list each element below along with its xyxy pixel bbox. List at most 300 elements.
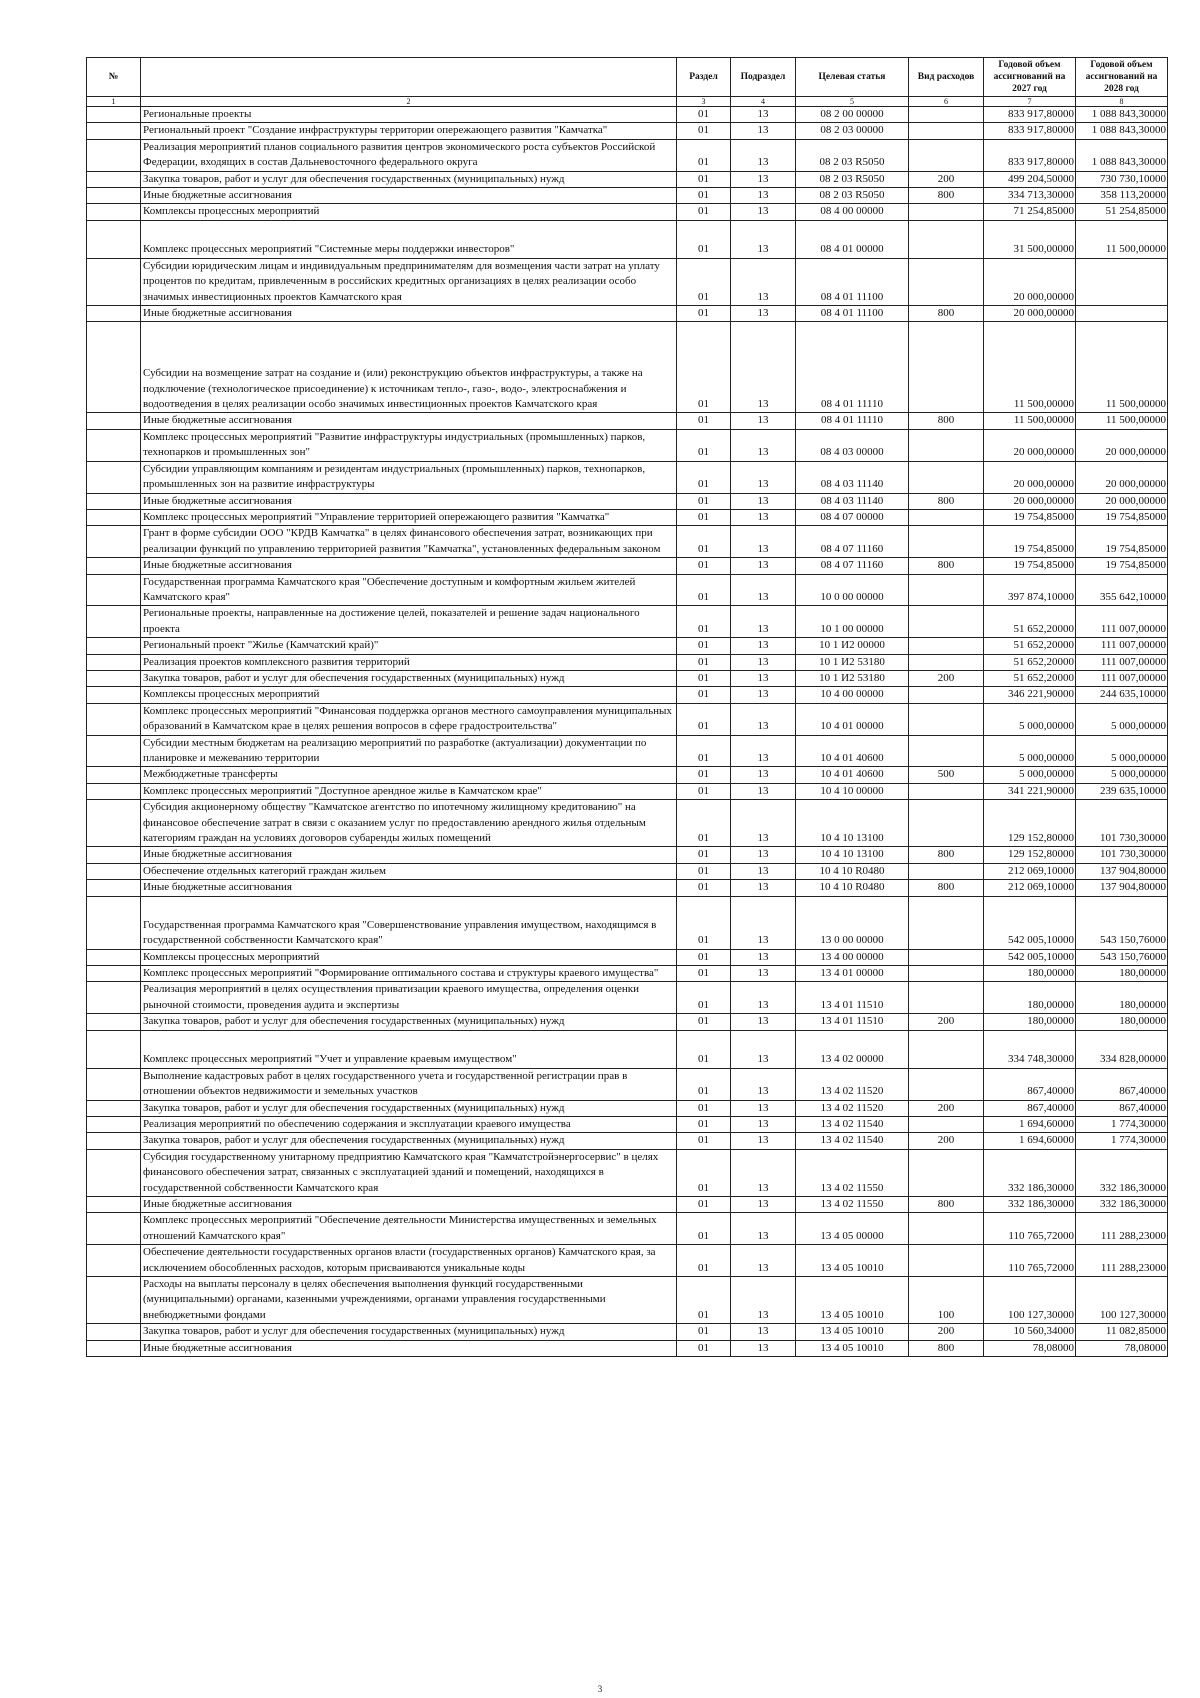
row-number-cell	[87, 574, 141, 606]
page-number: 3	[597, 1684, 603, 1694]
header-name	[141, 58, 677, 97]
allocation-2028-cell: 180,00000	[1076, 966, 1168, 982]
allocation-2028-cell: 20 000,00000	[1076, 493, 1168, 509]
allocation-2028-cell: 1 774,30000	[1076, 1133, 1168, 1149]
subsection-cell: 13	[731, 654, 796, 670]
table-row	[87, 847, 1168, 863]
subsection-cell: 13	[731, 767, 796, 783]
allocation-2028-cell: 101 730,30000	[1076, 800, 1168, 847]
row-name-cell: Обеспечение деятельности государственных органов власти (государственных органов) Камчатского края, за исключением обособленных расходов, которым присваиваются уникальные коды	[141, 1245, 677, 1277]
target-article-cell: 10 1 И2 00000	[796, 638, 909, 654]
subsection-cell: 13	[731, 558, 796, 574]
row-number-cell	[87, 982, 141, 1014]
expense-type-cell	[909, 703, 984, 735]
table-row	[87, 107, 1168, 123]
allocation-2028-cell: 137 904,80000	[1076, 863, 1168, 879]
subsection-cell: 13	[731, 1116, 796, 1132]
row-name-cell: Иные бюджетные ассигнования	[141, 306, 677, 322]
subsection-cell: 13	[731, 574, 796, 606]
row-name-cell: Государственная программа Камчатского края "Совершенствование управления имуществом, находящимся в государственной собственности Камчатского края"	[141, 896, 677, 949]
section-cell: 01	[677, 461, 731, 493]
target-article-cell: 13 4 02 00000	[796, 1030, 909, 1068]
header-allocation-2028: Годовой объем ассигнований на 2028 год	[1076, 58, 1168, 97]
row-name-cell: Закупка товаров, работ и услуг для обеспечения государственных (муниципальных) нужд	[141, 1100, 677, 1116]
row-name-cell: Региональный проект "Создание инфраструктуры территории опережающего развития "Камчатка"	[141, 123, 677, 139]
row-name-cell: Комплекс процессных мероприятий "Обеспечение деятельности Министерства имущественных и земельных отношений Камчатского края"	[141, 1213, 677, 1245]
row-number-cell	[87, 1196, 141, 1212]
row-name-cell: Иные бюджетные ассигнования	[141, 558, 677, 574]
row-name-cell: Реализация мероприятий по обеспечению содержания и эксплуатации краевого имущества	[141, 1116, 677, 1132]
table-row	[87, 735, 1168, 767]
row-number-cell	[87, 139, 141, 171]
allocation-2027-cell: 542 005,10000	[984, 896, 1076, 949]
expense-type-cell	[909, 896, 984, 949]
target-article-cell: 13 4 05 10010	[796, 1276, 909, 1323]
target-article-cell: 13 4 02 11520	[796, 1068, 909, 1100]
subsection-cell: 13	[731, 703, 796, 735]
table-row	[87, 1276, 1168, 1323]
target-article-cell: 08 2 00 00000	[796, 107, 909, 123]
row-name-cell: Обеспечение отдельных категорий граждан жильем	[141, 863, 677, 879]
allocation-2027-cell: 19 754,85000	[984, 509, 1076, 525]
row-number-cell	[87, 896, 141, 949]
row-number-cell	[87, 171, 141, 187]
subsection-cell: 13	[731, 847, 796, 863]
allocation-2027-cell: 51 652,20000	[984, 606, 1076, 638]
subsection-cell: 13	[731, 306, 796, 322]
allocation-2027-cell: 51 652,20000	[984, 654, 1076, 670]
section-cell: 01	[677, 654, 731, 670]
expense-type-cell	[909, 863, 984, 879]
subsection-cell: 13	[731, 1068, 796, 1100]
allocation-2027-cell: 51 652,20000	[984, 670, 1076, 686]
allocation-2027-cell: 397 874,10000	[984, 574, 1076, 606]
target-article-cell: 13 4 05 10010	[796, 1340, 909, 1356]
allocation-2027-cell: 341 221,90000	[984, 783, 1076, 799]
allocation-2027-cell: 20 000,00000	[984, 493, 1076, 509]
table-row	[87, 509, 1168, 525]
section-cell: 01	[677, 1276, 731, 1323]
target-article-cell: 13 4 02 11540	[796, 1116, 909, 1132]
expense-type-cell	[909, 322, 984, 413]
subsection-cell: 13	[731, 204, 796, 220]
row-number-cell	[87, 1014, 141, 1030]
target-article-cell: 13 4 02 11550	[796, 1149, 909, 1196]
allocation-2028-cell: 180,00000	[1076, 982, 1168, 1014]
subsection-cell: 13	[731, 139, 796, 171]
allocation-2027-cell: 71 254,85000	[984, 204, 1076, 220]
section-cell: 01	[677, 413, 731, 429]
expense-type-cell: 200	[909, 1324, 984, 1340]
subsection-cell: 13	[731, 783, 796, 799]
table-row	[87, 204, 1168, 220]
section-cell: 01	[677, 1030, 731, 1068]
section-cell: 01	[677, 1133, 731, 1149]
allocation-2028-cell: 1 774,30000	[1076, 1116, 1168, 1132]
column-number: 8	[1076, 97, 1168, 107]
subsection-cell: 13	[731, 107, 796, 123]
row-name-cell: Субсидии юридическим лицам и индивидуальным предпринимателям для возмещения части затрат на уплату процентов по кредитам, привлеченным в российских кредитных организациях в целях реализации особо значимых инвестиционных проектов Камчатского края	[141, 258, 677, 305]
allocation-2027-cell: 212 069,10000	[984, 863, 1076, 879]
row-number-cell	[87, 687, 141, 703]
target-article-cell: 10 1 И2 53180	[796, 670, 909, 686]
row-number-cell	[87, 1068, 141, 1100]
section-cell: 01	[677, 139, 731, 171]
section-cell: 01	[677, 188, 731, 204]
target-article-cell: 08 2 03 R5050	[796, 139, 909, 171]
table-row	[87, 1030, 1168, 1068]
allocation-2027-cell: 180,00000	[984, 1014, 1076, 1030]
allocation-2027-cell: 332 186,30000	[984, 1196, 1076, 1212]
target-article-cell: 13 4 01 11510	[796, 1014, 909, 1030]
section-cell: 01	[677, 767, 731, 783]
expense-type-cell	[909, 1245, 984, 1277]
allocation-2027-cell: 833 917,80000	[984, 107, 1076, 123]
expense-type-cell: 200	[909, 1133, 984, 1149]
section-cell: 01	[677, 670, 731, 686]
header-subsection: Подраздел	[731, 58, 796, 97]
row-name-cell: Субсидии местным бюджетам на реализацию мероприятий по разработке (актуализации) документации по планировке и межеванию территории	[141, 735, 677, 767]
target-article-cell: 10 4 10 R0480	[796, 880, 909, 896]
row-number-cell	[87, 1213, 141, 1245]
expense-type-cell: 800	[909, 413, 984, 429]
allocation-2028-cell: 332 186,30000	[1076, 1149, 1168, 1196]
section-cell: 01	[677, 220, 731, 258]
row-name-cell: Комплекс процессных мероприятий "Развитие инфраструктуры индустриальных (промышленных) парков, технопарков и промышленных зон"	[141, 429, 677, 461]
section-cell: 01	[677, 123, 731, 139]
row-name-cell: Расходы на выплаты персоналу в целях обеспечения выполнения функций государственными (муниципальными) органами, казенными учреждениями, органами управления государственными внебюджетными фондами	[141, 1276, 677, 1323]
subsection-cell: 13	[731, 220, 796, 258]
allocation-2027-cell: 180,00000	[984, 982, 1076, 1014]
subsection-cell: 13	[731, 606, 796, 638]
column-number: 3	[677, 97, 731, 107]
table-row	[87, 863, 1168, 879]
allocation-2027-cell: 334 748,30000	[984, 1030, 1076, 1068]
allocation-2027-cell: 180,00000	[984, 966, 1076, 982]
row-number-cell	[87, 1030, 141, 1068]
section-cell: 01	[677, 322, 731, 413]
table-row	[87, 966, 1168, 982]
allocation-2027-cell: 110 765,72000	[984, 1245, 1076, 1277]
allocation-2027-cell: 20 000,00000	[984, 306, 1076, 322]
target-article-cell: 10 4 10 13100	[796, 800, 909, 847]
section-cell: 01	[677, 800, 731, 847]
section-cell: 01	[677, 107, 731, 123]
row-name-cell: Региональные проекты, направленные на достижение целей, показателей и решение задач национального проекта	[141, 606, 677, 638]
allocation-2027-cell: 542 005,10000	[984, 949, 1076, 965]
expense-type-cell	[909, 123, 984, 139]
section-cell: 01	[677, 966, 731, 982]
section-cell: 01	[677, 1340, 731, 1356]
expense-type-cell: 800	[909, 558, 984, 574]
target-article-cell: 10 4 00 00000	[796, 687, 909, 703]
row-number-cell	[87, 258, 141, 305]
target-article-cell: 08 4 01 11100	[796, 258, 909, 305]
section-cell: 01	[677, 606, 731, 638]
table-row	[87, 1213, 1168, 1245]
expense-type-cell: 100	[909, 1276, 984, 1323]
section-cell: 01	[677, 526, 731, 558]
allocation-2028-cell	[1076, 258, 1168, 305]
row-number-cell	[87, 1100, 141, 1116]
subsection-cell: 13	[731, 322, 796, 413]
allocation-2027-cell: 100 127,30000	[984, 1276, 1076, 1323]
header-number: №	[87, 58, 141, 97]
subsection-cell: 13	[731, 1324, 796, 1340]
row-name-cell: Комплекс процессных мероприятий "Учет и управление краевым имуществом"	[141, 1030, 677, 1068]
allocation-2028-cell: 51 254,85000	[1076, 204, 1168, 220]
subsection-cell: 13	[731, 966, 796, 982]
row-name-cell: Региональные проекты	[141, 107, 677, 123]
allocation-2028-cell: 111 007,00000	[1076, 670, 1168, 686]
table-row	[87, 1100, 1168, 1116]
expense-type-cell: 800	[909, 188, 984, 204]
expense-type-cell	[909, 687, 984, 703]
allocation-2027-cell: 5 000,00000	[984, 767, 1076, 783]
allocation-2028-cell: 19 754,85000	[1076, 558, 1168, 574]
row-number-cell	[87, 966, 141, 982]
allocation-2028-cell: 358 113,20000	[1076, 188, 1168, 204]
row-number-cell	[87, 204, 141, 220]
row-number-cell	[87, 413, 141, 429]
table-row	[87, 171, 1168, 187]
row-name-cell: Закупка товаров, работ и услуг для обеспечения государственных (муниципальных) нужд	[141, 1324, 677, 1340]
subsection-cell: 13	[731, 949, 796, 965]
allocation-2027-cell: 110 765,72000	[984, 1213, 1076, 1245]
row-name-cell: Реализация мероприятий в целях осуществления приватизации краевого имущества, определения оценки рыночной стоимости, проведения аудита и экспертизы	[141, 982, 677, 1014]
row-name-cell: Выполнение кадастровых работ в целях государственного учета и государственной регистрации прав в отношении объектов недвижимости и земельных участков	[141, 1068, 677, 1100]
target-article-cell: 13 4 01 11510	[796, 982, 909, 1014]
table-row	[87, 1014, 1168, 1030]
subsection-cell: 13	[731, 1133, 796, 1149]
target-article-cell: 08 4 07 11160	[796, 526, 909, 558]
section-cell: 01	[677, 258, 731, 305]
table-row	[87, 703, 1168, 735]
table-row	[87, 800, 1168, 847]
expense-type-cell	[909, 949, 984, 965]
row-number-cell	[87, 526, 141, 558]
allocation-2028-cell: 11 082,85000	[1076, 1324, 1168, 1340]
section-cell: 01	[677, 1196, 731, 1212]
section-cell: 01	[677, 1149, 731, 1196]
row-name-cell: Иные бюджетные ассигнования	[141, 847, 677, 863]
row-name-cell: Комплекс процессных мероприятий "Финансовая поддержка органов местного самоуправления муниципальных образований в Камчатском крае в целях решения вопросов в сфере градостроительства"	[141, 703, 677, 735]
row-number-cell	[87, 107, 141, 123]
allocation-2027-cell: 31 500,00000	[984, 220, 1076, 258]
subsection-cell: 13	[731, 123, 796, 139]
expense-type-cell	[909, 1213, 984, 1245]
row-name-cell: Комплексы процессных мероприятий	[141, 687, 677, 703]
table-row	[87, 1068, 1168, 1100]
allocation-2028-cell: 11 500,00000	[1076, 322, 1168, 413]
row-number-cell	[87, 1276, 141, 1323]
allocation-2028-cell: 543 150,76000	[1076, 949, 1168, 965]
row-number-cell	[87, 322, 141, 413]
expense-type-cell	[909, 1116, 984, 1132]
row-number-cell	[87, 220, 141, 258]
table-row	[87, 306, 1168, 322]
table-header-row	[87, 58, 1168, 97]
allocation-2028-cell: 11 500,00000	[1076, 220, 1168, 258]
table-row	[87, 982, 1168, 1014]
target-article-cell: 13 4 01 00000	[796, 966, 909, 982]
row-name-cell: Иные бюджетные ассигнования	[141, 493, 677, 509]
allocation-2027-cell: 20 000,00000	[984, 429, 1076, 461]
row-number-cell	[87, 949, 141, 965]
allocation-2027-cell: 499 204,50000	[984, 171, 1076, 187]
table-row	[87, 1245, 1168, 1277]
subsection-cell: 13	[731, 863, 796, 879]
row-name-cell: Субсидии на возмещение затрат на создание и (или) реконструкцию объектов инфраструктуры, а также на подключение (технологическое присоединение) к источникам тепло-, газо-, водо-, электроснабжения и водоотведения в целях реализации особо значимых инвестиционных проектов Камчатского края	[141, 322, 677, 413]
row-number-cell	[87, 800, 141, 847]
expense-type-cell	[909, 638, 984, 654]
table-row	[87, 638, 1168, 654]
table-row	[87, 949, 1168, 965]
row-name-cell: Комплекс процессных мероприятий "Управление территорией опережающего развития "Камчатка"	[141, 509, 677, 525]
target-article-cell: 08 4 03 00000	[796, 429, 909, 461]
allocation-2027-cell: 833 917,80000	[984, 123, 1076, 139]
section-cell: 01	[677, 687, 731, 703]
target-article-cell: 10 4 10 00000	[796, 783, 909, 799]
table-row	[87, 526, 1168, 558]
subsection-cell: 13	[731, 258, 796, 305]
table-row	[87, 1133, 1168, 1149]
allocation-2028-cell: 20 000,00000	[1076, 461, 1168, 493]
subsection-cell: 13	[731, 188, 796, 204]
target-article-cell: 10 4 01 00000	[796, 703, 909, 735]
table-row	[87, 767, 1168, 783]
expense-type-cell: 800	[909, 1196, 984, 1212]
allocation-2027-cell: 11 500,00000	[984, 322, 1076, 413]
row-number-cell	[87, 1245, 141, 1277]
allocation-2027-cell: 19 754,85000	[984, 558, 1076, 574]
row-name-cell: Реализация мероприятий планов социального развития центров экономического роста субъектов Российской Федерации, входящих в состав Дальневосточного федерального округа	[141, 139, 677, 171]
row-name-cell: Субсидия государственному унитарному предприятию Камчатского края "Камчатстройэнергосервис" в целях финансового обеспечения затрат, связанных с эксплуатацией зданий и помещений, находящихся в государственной собственности Камчатского края	[141, 1149, 677, 1196]
target-article-cell: 13 4 02 11550	[796, 1196, 909, 1212]
table-row	[87, 687, 1168, 703]
allocation-2028-cell: 180,00000	[1076, 1014, 1168, 1030]
row-number-cell	[87, 306, 141, 322]
allocation-2028-cell: 867,40000	[1076, 1068, 1168, 1100]
subsection-cell: 13	[731, 429, 796, 461]
allocation-2028-cell: 244 635,10000	[1076, 687, 1168, 703]
target-article-cell: 13 4 02 11520	[796, 1100, 909, 1116]
expense-type-cell	[909, 429, 984, 461]
expense-type-cell: 500	[909, 767, 984, 783]
subsection-cell: 13	[731, 1340, 796, 1356]
table-row	[87, 1149, 1168, 1196]
table-row	[87, 558, 1168, 574]
allocation-2028-cell: 5 000,00000	[1076, 703, 1168, 735]
target-article-cell: 10 4 01 40600	[796, 767, 909, 783]
row-number-cell	[87, 1324, 141, 1340]
column-number: 5	[796, 97, 909, 107]
row-number-cell	[87, 863, 141, 879]
allocation-2028-cell: 332 186,30000	[1076, 1196, 1168, 1212]
section-cell: 01	[677, 509, 731, 525]
allocation-2028-cell: 5 000,00000	[1076, 735, 1168, 767]
allocation-2028-cell: 867,40000	[1076, 1100, 1168, 1116]
table-row	[87, 429, 1168, 461]
expense-type-cell	[909, 1030, 984, 1068]
row-number-cell	[87, 703, 141, 735]
allocation-2028-cell: 1 088 843,30000	[1076, 139, 1168, 171]
expense-type-cell: 200	[909, 1014, 984, 1030]
allocation-2027-cell: 867,40000	[984, 1068, 1076, 1100]
target-article-cell: 08 4 07 11160	[796, 558, 909, 574]
allocation-2027-cell: 19 754,85000	[984, 526, 1076, 558]
allocation-2028-cell: 355 642,10000	[1076, 574, 1168, 606]
row-name-cell: Закупка товаров, работ и услуг для обеспечения государственных (муниципальных) нужд	[141, 1133, 677, 1149]
section-cell: 01	[677, 558, 731, 574]
allocation-2028-cell: 730 730,10000	[1076, 171, 1168, 187]
header-target-article: Целевая статья	[796, 58, 909, 97]
subsection-cell: 13	[731, 171, 796, 187]
allocation-2028-cell: 111 288,23000	[1076, 1245, 1168, 1277]
row-number-cell	[87, 493, 141, 509]
target-article-cell: 10 0 00 00000	[796, 574, 909, 606]
table-row	[87, 258, 1168, 305]
allocation-2027-cell: 867,40000	[984, 1100, 1076, 1116]
table-row	[87, 880, 1168, 896]
target-article-cell: 13 0 00 00000	[796, 896, 909, 949]
subsection-cell: 13	[731, 493, 796, 509]
subsection-cell: 13	[731, 1014, 796, 1030]
allocation-2028-cell: 1 088 843,30000	[1076, 107, 1168, 123]
header-section: Раздел	[677, 58, 731, 97]
table-row	[87, 413, 1168, 429]
target-article-cell: 08 2 03 R5050	[796, 171, 909, 187]
section-cell: 01	[677, 306, 731, 322]
allocation-2027-cell: 212 069,10000	[984, 880, 1076, 896]
section-cell: 01	[677, 1068, 731, 1100]
subsection-cell: 13	[731, 526, 796, 558]
header-expense-type: Вид расходов	[909, 58, 984, 97]
subsection-cell: 13	[731, 1030, 796, 1068]
allocation-2027-cell: 129 152,80000	[984, 800, 1076, 847]
table-row	[87, 783, 1168, 799]
allocation-2028-cell: 19 754,85000	[1076, 509, 1168, 525]
allocation-2028-cell: 543 150,76000	[1076, 896, 1168, 949]
expense-type-cell	[909, 966, 984, 982]
row-number-cell	[87, 1133, 141, 1149]
section-cell: 01	[677, 1100, 731, 1116]
row-number-cell	[87, 1149, 141, 1196]
target-article-cell: 08 4 00 00000	[796, 204, 909, 220]
target-article-cell: 13 4 05 10010	[796, 1245, 909, 1277]
allocation-2028-cell: 78,08000	[1076, 1340, 1168, 1356]
section-cell: 01	[677, 1245, 731, 1277]
expense-type-cell	[909, 220, 984, 258]
subsection-cell: 13	[731, 670, 796, 686]
row-name-cell: Реализация проектов комплексного развития территорий	[141, 654, 677, 670]
allocation-2028-cell: 111 007,00000	[1076, 638, 1168, 654]
target-article-cell: 08 4 07 00000	[796, 509, 909, 525]
expense-type-cell	[909, 800, 984, 847]
allocation-2027-cell: 1 694,60000	[984, 1133, 1076, 1149]
section-cell: 01	[677, 171, 731, 187]
expense-type-cell: 200	[909, 1100, 984, 1116]
allocation-2027-cell: 5 000,00000	[984, 703, 1076, 735]
allocation-2027-cell: 10 560,34000	[984, 1324, 1076, 1340]
row-number-cell	[87, 509, 141, 525]
row-name-cell: Закупка товаров, работ и услуг для обеспечения государственных (муниципальных) нужд	[141, 171, 677, 187]
subsection-cell: 13	[731, 896, 796, 949]
expense-type-cell	[909, 982, 984, 1014]
table-row	[87, 139, 1168, 171]
allocation-2027-cell: 20 000,00000	[984, 461, 1076, 493]
column-number-row	[87, 97, 1168, 107]
